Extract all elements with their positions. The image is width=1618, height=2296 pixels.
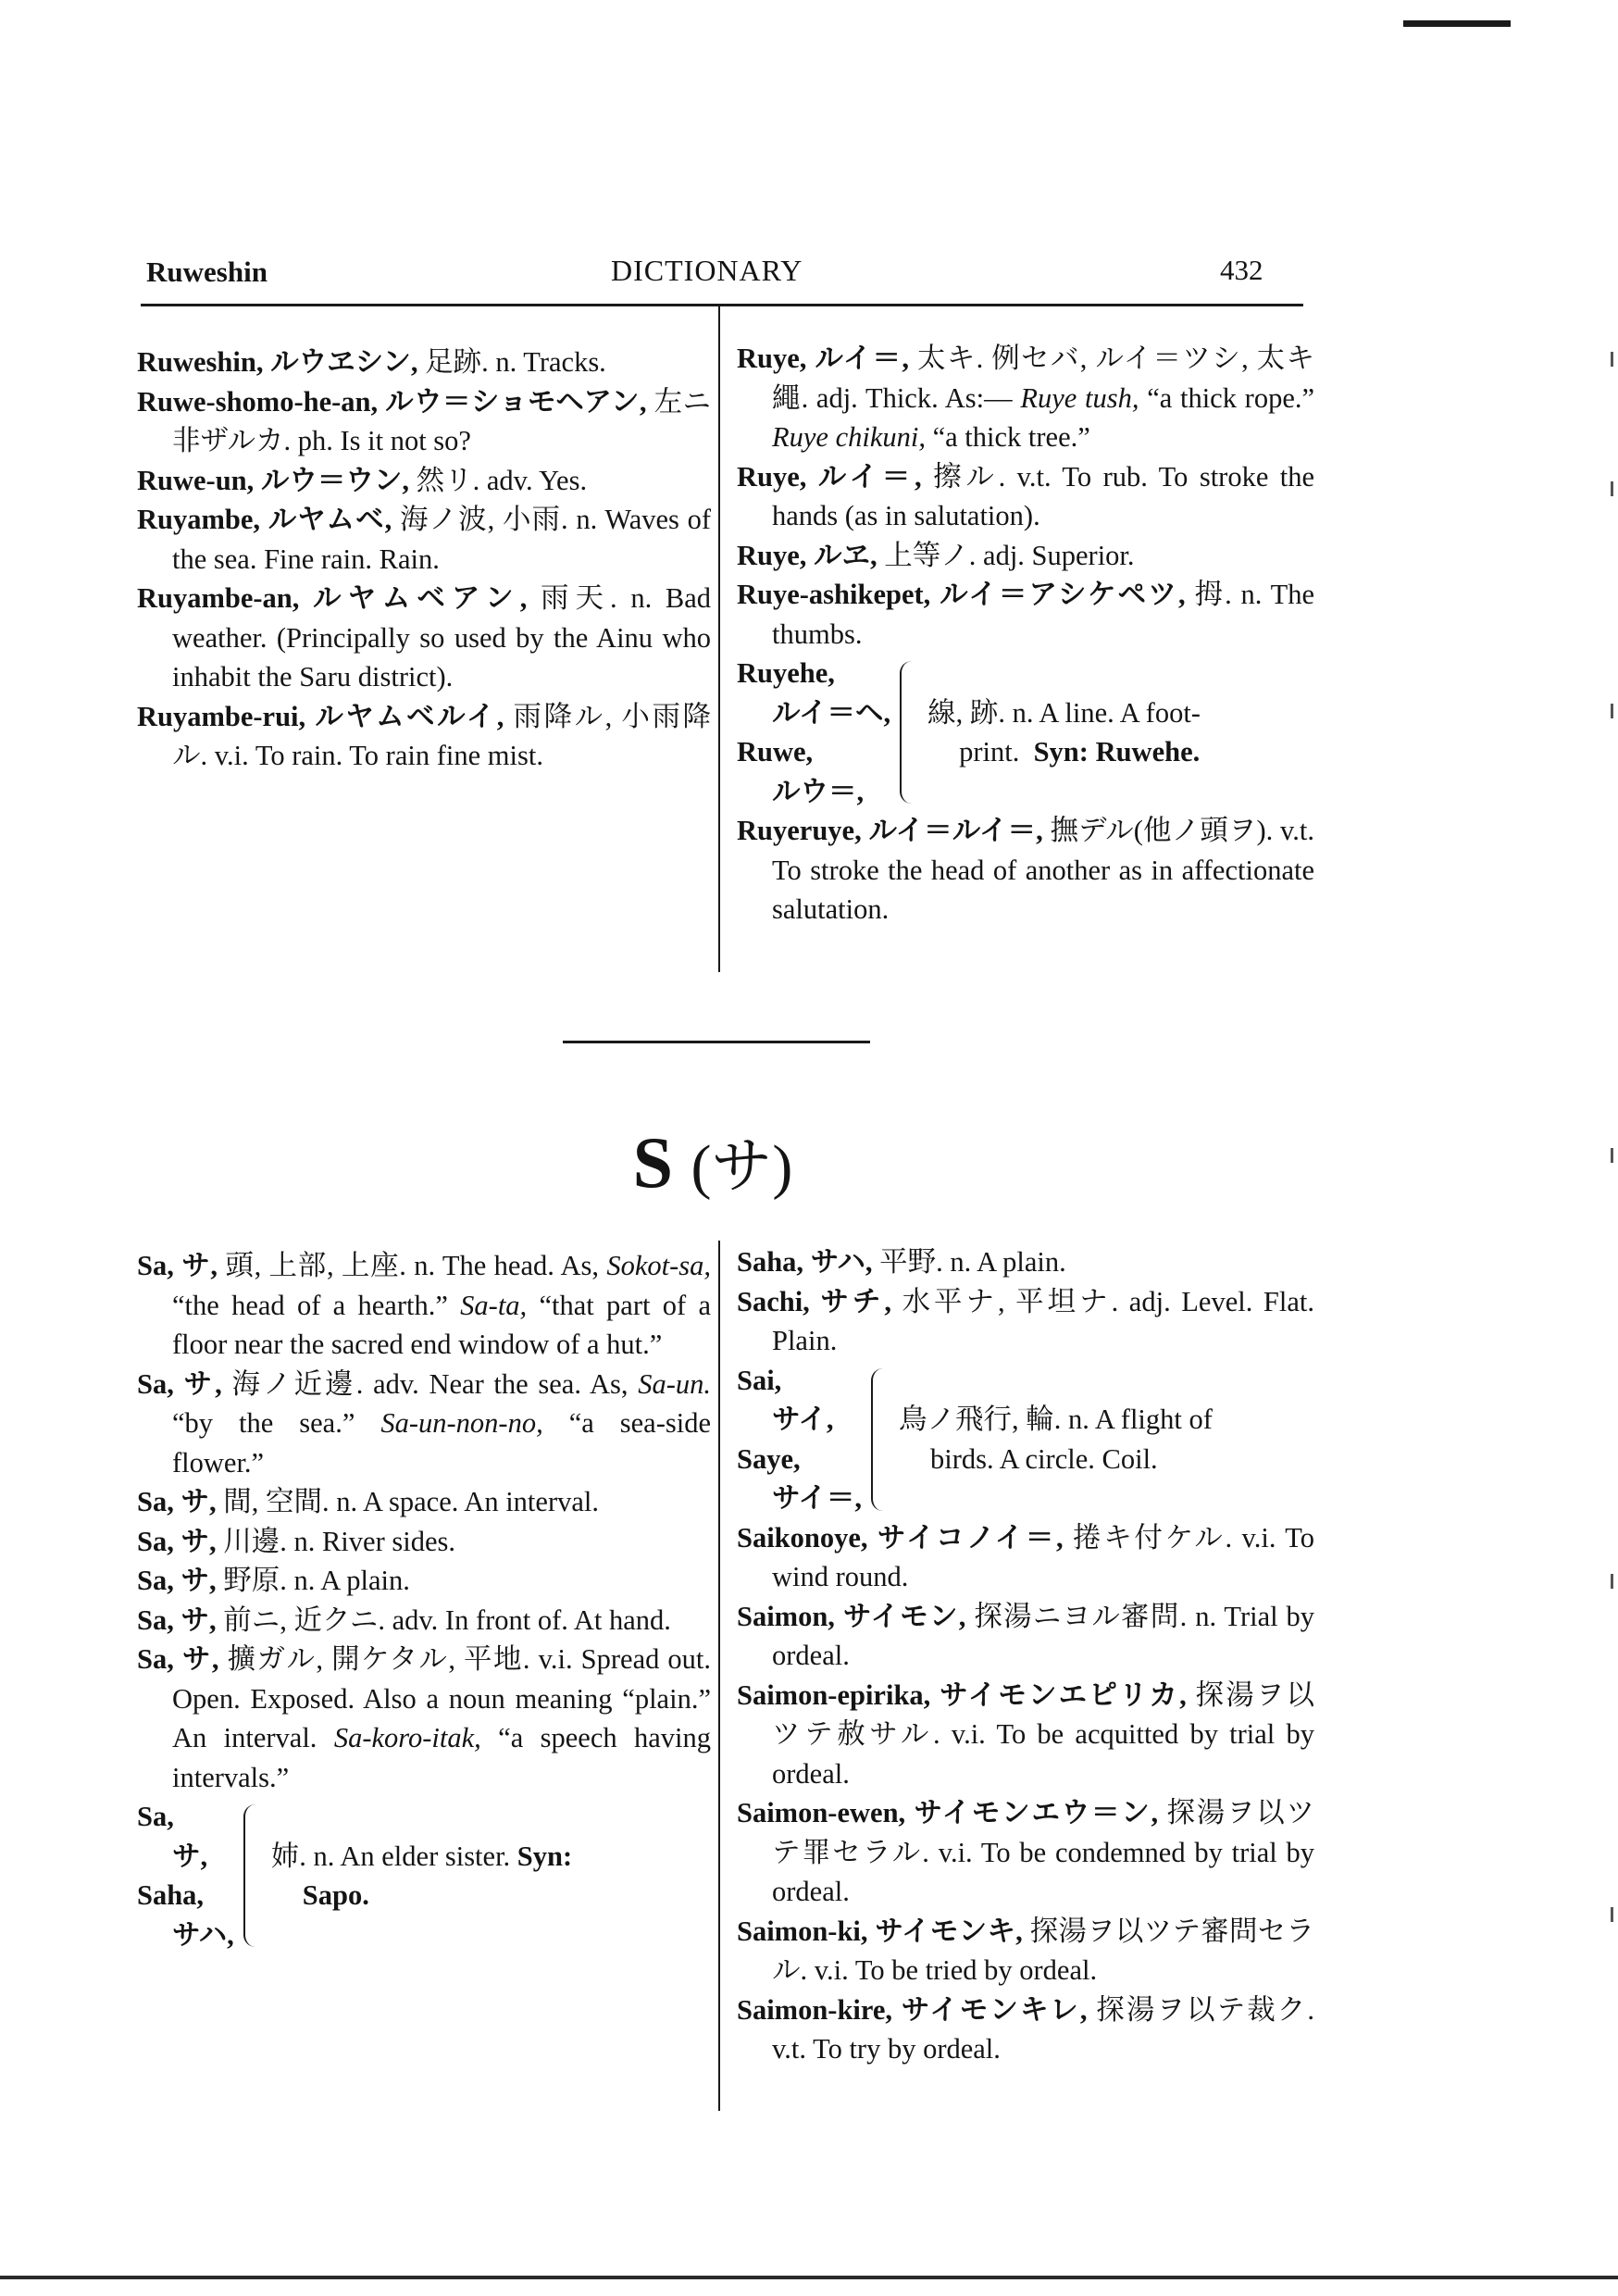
- headword: Sa,: [137, 1367, 174, 1400]
- dictionary-entry: [737, 1990, 1314, 2069]
- headword: Ruye,: [737, 343, 807, 374]
- headword: Ruye,: [737, 460, 807, 493]
- synonym-label: Syn:: [517, 1840, 573, 1872]
- katakana: サ,: [180, 1565, 217, 1596]
- example: Sa-un.: [638, 1367, 712, 1400]
- headword: Saimon-ki,: [737, 1915, 868, 1947]
- katakana: サイ＝,: [772, 1482, 862, 1514]
- synonym-label: Syn:: [1033, 736, 1089, 767]
- example: Sa-un-non-no,: [380, 1407, 543, 1439]
- katakana: サ,: [181, 1643, 219, 1675]
- katakana: サイ,: [772, 1404, 834, 1435]
- headword: Ruwe,: [737, 736, 814, 767]
- headword: Ruweshin,: [137, 346, 264, 378]
- katakana: ルイ＝アシケペツ,: [940, 579, 1186, 610]
- dictionary-entry: [737, 1912, 1314, 1990]
- grouped-entry: [737, 1361, 1314, 1518]
- headword: Ruyambe,: [137, 504, 261, 535]
- dictionary-entry: [137, 697, 711, 776]
- definition: “a sea-side flower.”: [172, 1407, 711, 1479]
- headword: Sa,: [137, 1643, 174, 1675]
- dictionary-entry: [137, 1640, 711, 1797]
- section-kana: (サ): [691, 1133, 793, 1201]
- definition: 平野. n. A plain.: [879, 1246, 1066, 1278]
- dictionary-entry: [137, 500, 711, 579]
- definition: 海ノ波, 小雨. n. Waves of the sea. Fine rain. Rain.: [172, 504, 712, 575]
- headword: Sachi,: [737, 1285, 810, 1317]
- dictionary-entry: [137, 1482, 711, 1522]
- definition: 頭, 上部, 上座. n. The head. As,: [225, 1250, 600, 1281]
- katakana: サイモンキ,: [875, 1915, 1023, 1947]
- grouped-definition: [927, 693, 1314, 772]
- katakana: ルイ＝,: [815, 343, 910, 374]
- headword: Saha,: [737, 1246, 804, 1278]
- katakana: サ,: [181, 1250, 218, 1281]
- grouped-definition: [899, 1400, 1314, 1479]
- section-divider: [563, 1041, 870, 1043]
- dictionary-entry: [737, 1676, 1314, 1794]
- dictionary-entry: [137, 1522, 711, 1562]
- definition: 上等ノ. adj. Superior.: [884, 539, 1135, 571]
- katakana: サ,: [180, 1603, 217, 1636]
- definition: 雨降ル, 小雨降ル. v.i. To rain. To rain fine mist.: [172, 700, 712, 771]
- headword: Saimon-epirika,: [737, 1678, 931, 1711]
- katakana: ルウ＝,: [772, 775, 865, 807]
- synonym-word: Sapo.: [302, 1879, 369, 1911]
- grouped-headwords: [737, 1361, 862, 1518]
- definition: 足跡. n. Tracks.: [425, 346, 606, 378]
- headword: Sa,: [137, 1801, 174, 1832]
- definition: 擦ル. v.t. To rub. To stroke the hands (as in salutation).: [772, 460, 1315, 531]
- scan-edge-mark: [1611, 481, 1613, 496]
- definition: 撫デル(他ノ頭ヲ). v.t. To stroke the head of another as in affectionate salutation.: [772, 815, 1315, 925]
- dictionary-entry: [137, 1601, 711, 1641]
- definition: 雨天. n. Bad weather. (Principally so used by the Ainu who inhabit the Saru district).: [172, 582, 711, 693]
- headword: Ruwe-un,: [137, 464, 255, 496]
- katakana: ルイ＝,: [817, 460, 922, 493]
- katakana: ルイ＝ヘ,: [772, 696, 891, 729]
- katakana: サチ,: [820, 1285, 891, 1317]
- headword: Sa,: [137, 1525, 174, 1557]
- definition: 前ニ, 近クニ. adv. In front of. At hand.: [223, 1603, 671, 1636]
- grouped-definition: [271, 1837, 711, 1915]
- dictionary-entry: [737, 457, 1314, 536]
- example: Sa-ta,: [460, 1289, 528, 1321]
- scan-edge-mark: [1611, 352, 1613, 367]
- grouped-headwords: [737, 654, 890, 811]
- definition: “a thick tree.”: [932, 421, 1090, 453]
- definition: 然リ. adv. Yes.: [416, 464, 588, 496]
- dictionary-entry: [737, 1282, 1314, 1361]
- grouped-entry: [737, 654, 1314, 811]
- headword: Sai,: [737, 1364, 782, 1396]
- headword: Saimon,: [737, 1600, 835, 1632]
- bottom-right-column: [737, 1242, 1314, 2069]
- katakana: サイモンキレ,: [901, 1993, 1088, 2026]
- top-right-column: [737, 339, 1314, 930]
- scan-edge-mark: [1611, 704, 1613, 718]
- headword: Saye,: [737, 1442, 801, 1475]
- section-letter: S: [632, 1122, 673, 1203]
- header-rule: [141, 304, 1303, 306]
- definition: 間, 空間. n. A space. An interval.: [223, 1486, 599, 1517]
- bottom-left-column: [137, 1246, 711, 1954]
- brace: [871, 1368, 895, 1511]
- definition: 探湯ヲ以ツテ審問セラル. v.i. To be tried by ordeal.: [772, 1915, 1314, 1986]
- brace: [900, 661, 924, 804]
- dictionary-entry: [737, 811, 1314, 930]
- katakana: ルウ＝ショモヘアン,: [385, 385, 647, 418]
- scan-edge-mark: [1611, 1148, 1613, 1163]
- dictionary-entry: [137, 343, 711, 382]
- katakana: ルヱ,: [814, 539, 877, 571]
- column-divider: [718, 1241, 720, 2111]
- example: Ruye tush,: [1020, 381, 1139, 414]
- synonym-word: Ruwehe.: [1095, 736, 1201, 767]
- headword: Ruye,: [737, 539, 807, 571]
- grouped-entry: [137, 1797, 711, 1954]
- definition-line: birds. A circle. Coil.: [930, 1442, 1158, 1475]
- definition-line: 線, 跡. n. A line. A foot-: [927, 696, 1201, 729]
- katakana: サ,: [172, 1840, 208, 1872]
- katakana: ルイ＝ルイ＝,: [868, 815, 1043, 846]
- katakana: ルヤムベルイ,: [315, 700, 504, 732]
- headword: Ruwe-shomo-he-an,: [137, 385, 379, 418]
- definition: 捲キ付ケル. v.i. To wind round.: [772, 1521, 1315, 1592]
- headword: Saha,: [137, 1879, 205, 1911]
- definition: 左ニ非ザルカ. ph. Is it not so?: [172, 385, 711, 456]
- dictionary-entry: [737, 1518, 1314, 1597]
- scan-mark: [1403, 20, 1511, 27]
- dictionary-entry: [737, 1597, 1314, 1676]
- definition-line: 鳥ノ飛行, 輪. n. A flight of: [899, 1404, 1213, 1435]
- example: Sa-koro-itak,: [333, 1722, 481, 1753]
- definition: 探湯ヲ以ツテ赦サル. v.i. To be acquitted by trial by ordeal.: [772, 1678, 1315, 1790]
- definition: 川邊. n. River sides.: [223, 1525, 455, 1557]
- running-head-left: Ruweshin: [146, 256, 268, 288]
- dictionary-entry: [137, 382, 711, 461]
- dictionary-entry: [737, 1242, 1314, 1282]
- definition: 探湯ヲ以ツテ罪セラル. v.i. To be condemned by trial by ordeal.: [772, 1797, 1315, 1907]
- katakana: サ,: [183, 1367, 222, 1400]
- katakana: ルヤムベ,: [268, 504, 392, 535]
- dictionary-entry: [737, 1793, 1314, 1912]
- definition: 探湯ニヨル審問. n. Trial by ordeal.: [772, 1600, 1315, 1671]
- headword: Sa,: [137, 1603, 174, 1636]
- katakana: サイコノイ＝,: [877, 1521, 1064, 1554]
- page-number: 432: [1220, 254, 1263, 286]
- definition: 水平ナ, 平坦ナ. adj. Level. Flat. Plain.: [772, 1285, 1315, 1356]
- dictionary-entry: [137, 461, 711, 501]
- definition: “a speech having intervals.”: [172, 1722, 712, 1793]
- dictionary-entry: [137, 1365, 711, 1483]
- definition: 探湯ヲ以テ裁ク. v.t. To try by ordeal.: [772, 1993, 1315, 2065]
- scan-edge-mark: [1611, 1907, 1613, 1922]
- definition: 拇. n. The thumbs.: [772, 579, 1315, 650]
- definition: “a thick rope.”: [1147, 381, 1315, 414]
- headword: Saimon-ewen,: [737, 1797, 906, 1828]
- example: Sokot-sa,: [606, 1250, 712, 1281]
- top-left-column: [137, 343, 711, 776]
- headword: Sa,: [137, 1486, 174, 1517]
- headword: Ruye-ashikepet,: [737, 579, 931, 610]
- headword: Ruyambe-an,: [137, 582, 300, 614]
- definition-line: [271, 1876, 711, 1915]
- headword: Sa,: [137, 1250, 174, 1281]
- katakana: ルヤムベアン,: [313, 582, 528, 614]
- definition: 擴ガル, 開ケタル, 平地. v.i. Spread out. Open. Exposed. Also a noun meaning “plain.” An interval.: [172, 1643, 712, 1753]
- example: Ruye chikuni,: [772, 421, 926, 453]
- definition-line: 姉. n. An elder sister. Syn:: [270, 1840, 573, 1872]
- headword: Saikonoye,: [737, 1521, 868, 1554]
- headword: Ruyehe,: [737, 657, 835, 689]
- scan-bottom-edge: [0, 2276, 1618, 2279]
- katakana: ルウヱシン,: [270, 346, 418, 378]
- katakana: サハ,: [810, 1246, 873, 1278]
- definition: 野原. n. A plain.: [223, 1565, 410, 1596]
- dictionary-entry: [137, 1246, 711, 1365]
- katakana: サ,: [180, 1486, 217, 1517]
- dictionary-entry: [737, 536, 1314, 576]
- katakana: ルウ＝ウン,: [260, 464, 410, 496]
- definition: 太キ. 例セバ, ルイ＝ツシ, 太キ繩. adj. Thick. As:—: [772, 343, 1314, 414]
- running-head-center: DICTIONARY: [611, 254, 803, 287]
- column-divider: [718, 306, 720, 972]
- dictionary-entry: [737, 339, 1314, 457]
- dictionary-entry: [137, 1561, 711, 1601]
- grouped-headwords: [137, 1797, 234, 1954]
- katakana: サイモンエウ＝ン,: [914, 1797, 1159, 1828]
- headword: Saimon-kire,: [737, 1993, 893, 2026]
- katakana: サ,: [180, 1525, 217, 1557]
- definition: “that part of a floor near the sacred end window of a hut.”: [172, 1289, 712, 1360]
- definition: “the head of a hearth.”: [172, 1289, 448, 1321]
- section-heading: [0, 1117, 1425, 1204]
- dictionary-entry: [137, 579, 711, 697]
- scan-edge-mark: [1611, 1574, 1613, 1589]
- katakana: サイモン,: [842, 1600, 966, 1632]
- katakana: サイモンエピリカ,: [940, 1678, 1187, 1711]
- headword: Sa,: [137, 1565, 174, 1596]
- headword: Ruyambe-rui,: [137, 700, 306, 732]
- dictionary-entry: [737, 575, 1314, 654]
- definition: 海ノ近邊. adv. Near the sea. As,: [231, 1367, 629, 1400]
- definition: “by the sea.”: [172, 1407, 355, 1439]
- definition-line: print. Syn: Ruwehe.: [959, 736, 1201, 767]
- headword: Ruyeruye,: [737, 815, 862, 846]
- katakana: サハ,: [172, 1918, 234, 1951]
- brace: [243, 1804, 268, 1947]
